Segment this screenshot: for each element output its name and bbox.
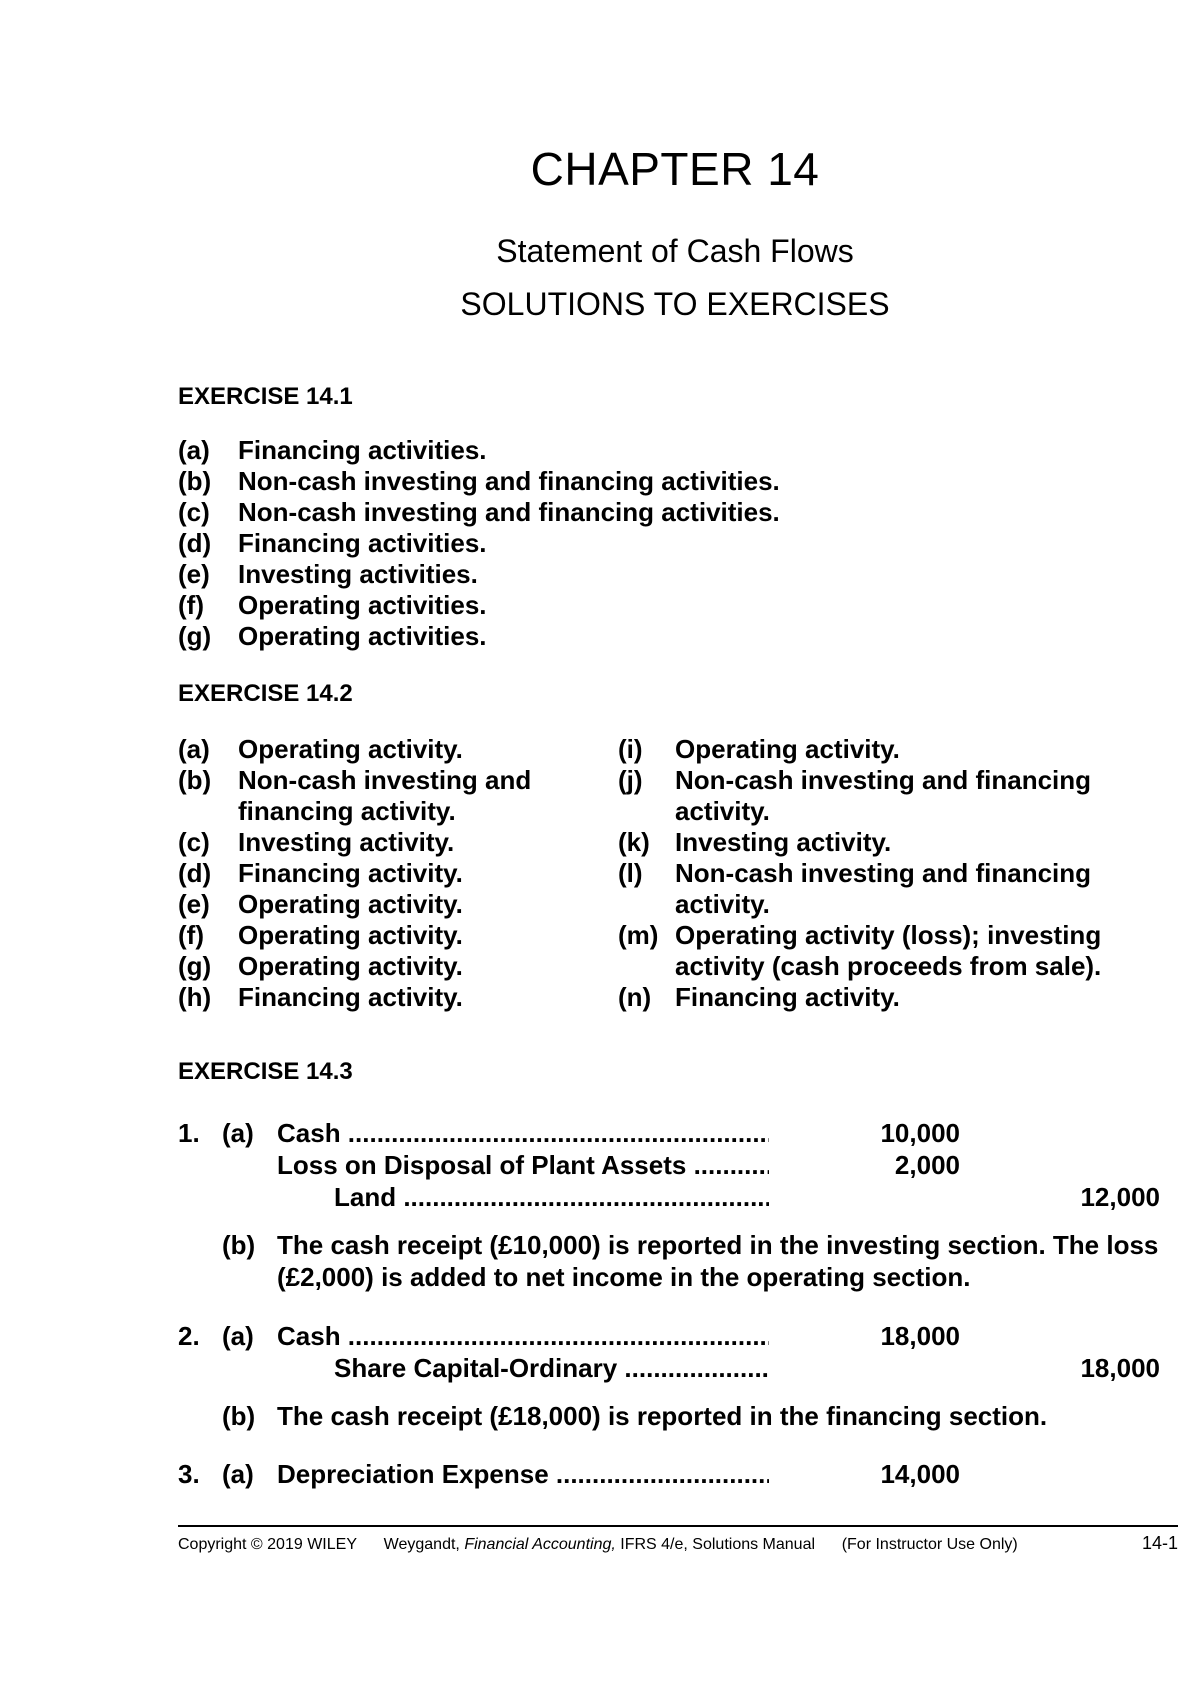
list-item [178,827,578,858]
footer-edition: IFRS 4/e, Solutions Manual [620,1536,816,1553]
page-footer [178,1533,1178,1554]
item-text: Operating activity. [238,951,463,981]
list-item [618,982,1158,1013]
part-number: 3. [178,1459,200,1489]
footer-book-title: Financial Accounting, [464,1536,616,1553]
item-label: (d) [178,528,212,558]
item-text: Financing activity. [238,858,463,888]
item-text: Operating activities. [238,621,487,651]
item-text: Financing activity. [675,982,900,1012]
list-item [178,559,978,590]
item-text: Financing activities. [238,528,487,558]
exercise-14-3-heading: EXERCISE 14.3 [178,1058,353,1085]
item-label: (f) [178,590,204,620]
part-explanation: The cash receipt (£18,000) is reported in the financing section. [277,1401,1048,1431]
item-label: (k) [618,827,650,857]
part-label: (b) [222,1401,256,1431]
journal-debit: 18,000 [880,1321,960,1351]
journal-account: Depreciation Expense ..... [277,1458,769,1490]
exercise-14-2-heading: EXERCISE 14.2 [178,680,353,707]
footer-author: Weygandt, [383,1536,460,1553]
item-label: (c) [178,497,210,527]
item-text: Investing activity. [238,827,455,857]
item-text: Non-cash investing and financing activities. [238,466,780,496]
item-text: Non-cash investing and financing activities. [238,497,780,527]
item-label: (j) [618,765,643,795]
item-label: (b) [178,466,212,496]
item-label: (d) [178,858,212,888]
list-item [178,734,578,765]
exercise-14-1-list [178,435,978,652]
item-label: (n) [618,982,652,1012]
journal-account: Cash ..... [277,1117,769,1149]
footer-note: (For Instructor Use Only) [841,1536,1018,1553]
item-label: (m) [618,920,659,950]
chapter-title: CHAPTER 14 [530,143,820,195]
item-text: Financing activity. [238,982,463,1012]
journal-account: Land ..... [334,1181,769,1213]
footer-credits [178,1536,1018,1554]
item-text: Operating activity. [238,734,463,764]
item-label: (f) [178,920,204,950]
section-heading: SOLUTIONS TO EXERCISES [460,286,890,322]
exercise-14-2-right-list [618,734,1158,1013]
item-label: (a) [178,435,210,465]
list-item [178,858,578,889]
item-label: (c) [178,827,210,857]
part-number: 1. [178,1118,200,1148]
part-explanation: The cash receipt (£10,000) is reported in the investing section. The loss (£2,000) is added to net income in the operating section. [277,1230,1159,1292]
item-text: Non-cash investing and financing activity. [675,858,1092,919]
item-label: (a) [178,734,210,764]
item-text: Non-cash investing and financing activity. [238,765,532,826]
item-label: (l) [618,858,643,888]
list-item [178,951,578,982]
part-label: (a) [222,1321,254,1351]
journal-debit: 2,000 [894,1150,960,1180]
exercise-14-1-heading: EXERCISE 14.1 [178,383,353,410]
item-text: Operating activity. [238,889,463,919]
journal-credit: 18,000 [1080,1353,1160,1383]
exercise-14-2-left-list [178,734,578,1013]
item-label: (b) [178,765,212,795]
footer-copyright: Copyright © 2019 WILEY [178,1536,357,1553]
list-item [178,765,578,827]
list-item [618,920,1158,982]
list-item [178,528,978,559]
list-item [178,982,578,1013]
part-number: 2. [178,1321,200,1351]
item-label: (e) [178,889,210,919]
journal-account: Share Capital-Ordinary ..... [334,1352,769,1384]
page-number: 14-1 [1141,1533,1178,1553]
list-item [178,435,978,466]
item-label: (i) [618,734,643,764]
journal-account: Cash ..... [277,1320,769,1352]
item-label: (h) [178,982,212,1012]
journal-debit: 14,000 [880,1459,960,1489]
list-item [178,466,978,497]
item-text: Operating activities. [238,590,487,620]
list-item [178,621,978,652]
journal-account: Loss on Disposal of Plant Assets ..... [277,1149,769,1181]
footer-divider [178,1525,1178,1527]
journal-debit: 10,000 [880,1118,960,1148]
journal-credit: 12,000 [1080,1182,1160,1212]
item-text: Operating activity (loss); investing activity (cash proceeds from sale). [675,920,1102,981]
item-label: (g) [178,951,212,981]
list-item [618,765,1158,827]
item-label: (e) [178,559,210,589]
list-item [178,920,578,951]
list-item [178,497,978,528]
part-label: (a) [222,1459,254,1489]
list-item [178,889,578,920]
list-item [178,590,978,621]
part-label: (b) [222,1230,256,1260]
item-text: Investing activities. [238,559,478,589]
item-text: Investing activity. [675,827,892,857]
list-item [618,827,1158,858]
list-item [618,858,1158,920]
item-text: Operating activity. [238,920,463,950]
item-label: (g) [178,621,212,651]
list-item [618,734,1158,765]
part-label: (a) [222,1118,254,1148]
item-text: Non-cash investing and financing activity. [675,765,1092,826]
chapter-subtitle: Statement of Cash Flows [496,233,854,269]
item-text: Operating activity. [675,734,900,764]
item-text: Financing activities. [238,435,487,465]
